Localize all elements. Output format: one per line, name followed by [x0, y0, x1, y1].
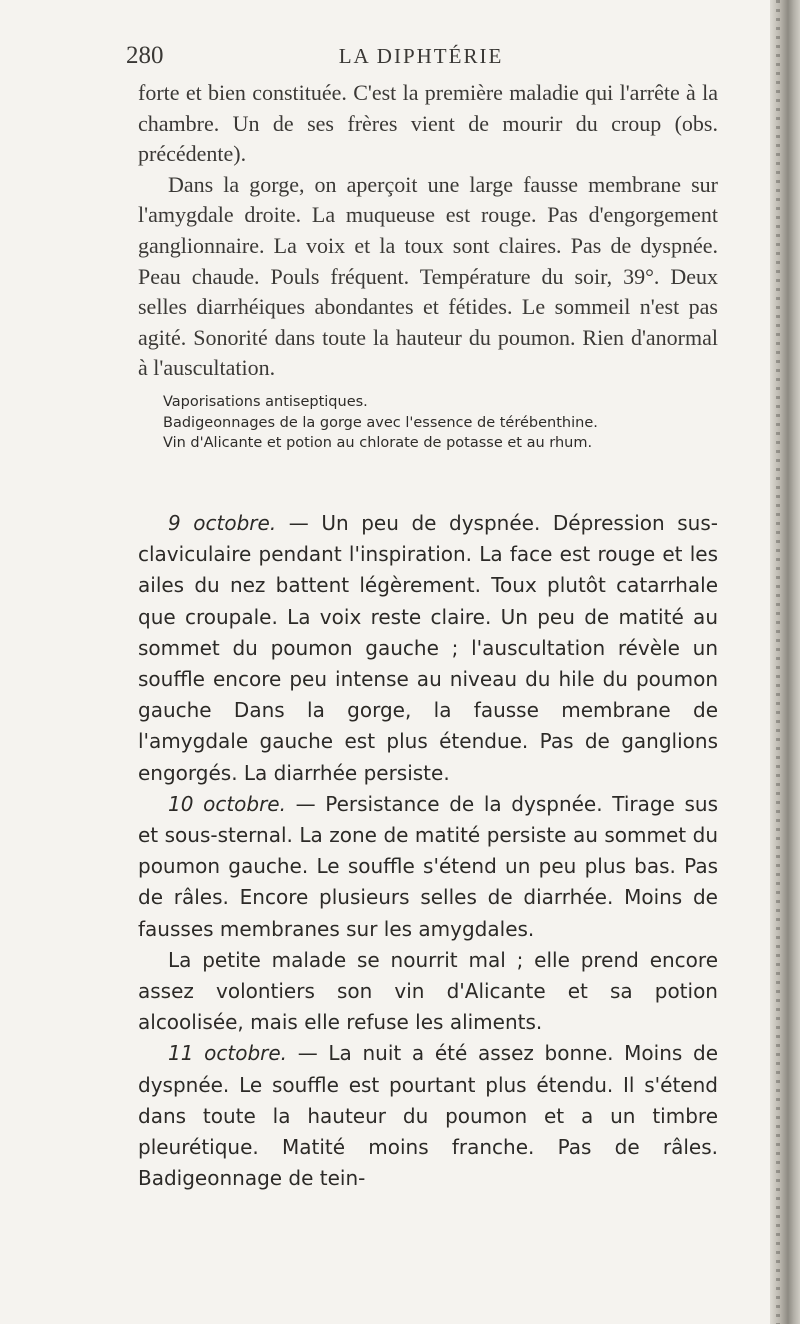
page-number: 280 [126, 42, 164, 69]
prescription-line: Badigeonnages de la gorge avec l'essence de térébenthine. [163, 414, 598, 431]
entry-date: 11 octobre. [168, 1041, 288, 1066]
prescription-line: Vaporisations antiseptiques. [163, 394, 368, 410]
daily-entries [138, 508, 718, 1194]
entry-oct-11 [138, 1038, 718, 1194]
paragraph-examination: Dans la gorge, on aperçoit une large fausse membrane sur l'amygdale droite. La muqueuse est rouge. Pas d'engorgement ganglionnaire. La voix et la toux sont claires. Pas de dyspnée. Peau chaude. Pouls fréquent. Température du soir, 39°. Deux selles diarrhéiques abondantes et fétides. Le sommeil n'est pas agité. Sonorité dans toute la hauteur du poumon. Rien d'anormal à l'auscultation. [138, 171, 718, 381]
page-header [126, 42, 716, 72]
running-title: LA DIPHTÉRIE [338, 44, 504, 68]
treatment-prescription [163, 392, 718, 454]
entry-oct-9 [138, 508, 718, 789]
entry-oct-10 [138, 789, 718, 945]
entry-text: — Un peu de dyspnée. Dépression sus-claviculaire pendant l'inspiration. La face est rouge et les ailes du nez battent légèrement. Toux plutôt catarrhale que croupale. La voix reste claire. Un peu de matité au sommet du poumon gauche ; l'auscultation révèle un souffle encore peu intense au niveau du hile du poumon gauche Dans la gorge, la fausse membrane de l'amygdale gauche est plus étendue. Pas de ganglions engorgés. La diarrhée persiste. [138, 511, 718, 785]
paragraph-nutrition: La petite malade se nourrit mal ; elle prend encore assez volontiers son vin d'Alicante et sa potion alcoolisée, mais elle refuse les aliments. [138, 947, 718, 1035]
paragraph-history: forte et bien constituée. C'est la première maladie qui l'arrête à la chambre. Un de ses frères vient de mourir du croup (obs. précédente). [138, 80, 718, 167]
entry-text: — La nuit a été assez bonne. Moins de dyspnée. Le souffle est pourtant plus étendu. Il s'étend dans toute la hauteur du poumon et a un timbre pleurétique. Matité moins franche. Pas de râles. Badigeonnage de tein- [138, 1041, 719, 1191]
prescription-line: Vin d'Alicante et potion au chlorate de potasse et au rhum. [163, 435, 593, 451]
page-edge [770, 0, 800, 1324]
entry-date: 10 octobre. [168, 791, 286, 816]
case-description [138, 78, 718, 384]
entry-date: 9 octobre. [168, 511, 277, 535]
entry-text: — Persistance de la dyspnée. Tirage sus et sous-sternal. La zone de matité persiste au sommet du poumon gauche. Le souffle s'étend un peu plus bas. Pas de râles. Encore plusieurs selles de diarrhée. Moins de fausses membranes sur les amygdales. [138, 791, 718, 941]
